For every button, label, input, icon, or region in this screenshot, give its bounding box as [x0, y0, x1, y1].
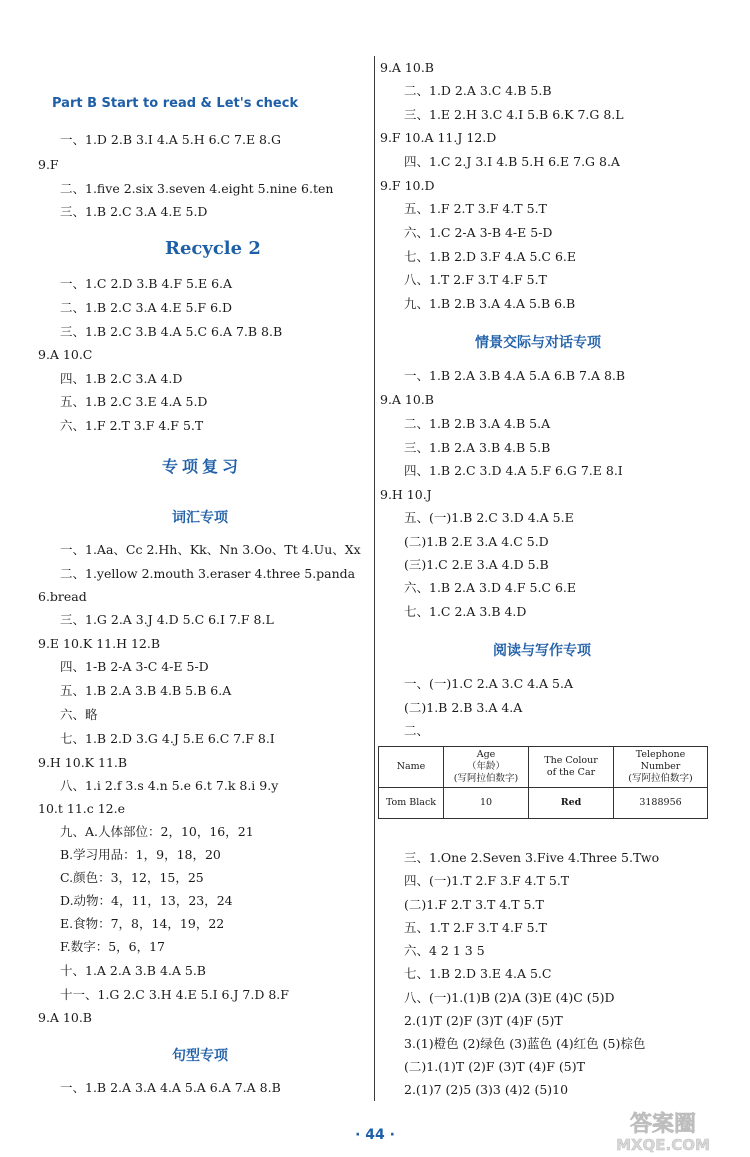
table-header-row — [379, 747, 708, 788]
answer-line: (二)1.(1)T (2)F (3)T (4)F (5)T — [404, 1059, 585, 1074]
answer-line: 一、1.Aa、Cc 2.Hh、Kk、Nn 3.Oo、Tt 4.Uu、Xx — [60, 542, 361, 557]
answer-line: 9.A 10.B — [38, 1010, 92, 1025]
header-text: (写阿拉伯数字) — [628, 773, 693, 784]
answer-line: 二、1.yellow 2.mouth 3.eraser 4.three 5.panda — [60, 566, 356, 581]
answer-line: 四、1.C 2.J 3.I 4.B 5.H 6.E 7.G 8.A — [404, 154, 620, 169]
header-text: Age — [476, 749, 496, 760]
answer-line: 六、略 — [60, 707, 98, 722]
page-number: · 44 · — [355, 1127, 395, 1143]
answer-line: 四、(一)1.T 2.F 3.F 4.T 5.T — [404, 873, 570, 888]
answer-line: 二、 — [404, 723, 430, 738]
answer-line: 9.F 10.D — [380, 178, 435, 193]
answer-line: 9.H 10.K 11.B — [38, 755, 128, 770]
answer-line: 五、(一)1.B 2.C 3.D 4.A 5.E — [404, 510, 574, 525]
answer-line: 三、1.G 2.A 3.J 4.D 5.C 6.I 7.F 8.L — [60, 612, 274, 627]
answer-line: (二)1.B 2.E 3.A 4.C 5.D — [404, 534, 549, 549]
answer-line: 三、1.E 2.H 3.C 4.I 5.B 6.K 7.G 8.L — [404, 107, 624, 122]
answer-line: E.食物：7，8，14，19，22 — [60, 916, 225, 931]
answer-line: 10.t 11.c 12.e — [38, 801, 126, 816]
answer-line: 五、1.F 2.T 3.F 4.T 5.T — [404, 201, 547, 216]
info-table — [378, 746, 708, 819]
answer-line: 9.H 10.J — [380, 487, 432, 502]
answer-line: 二、1.B 2.C 3.A 4.E 5.F 6.D — [60, 300, 233, 315]
header-text: （年龄） — [466, 761, 505, 772]
answer-line: 五、1.B 2.A 3.B 4.B 5.B 6.A — [60, 683, 232, 698]
watermark-text-bottom: MXQE.COM — [616, 1136, 710, 1153]
answer-line: 九、1.B 2.B 3.A 4.A 5.B 6.B — [404, 296, 576, 311]
answer-line: 三、1.One 2.Seven 3.Five 4.Three 5.Two — [404, 850, 660, 865]
answer-line: D.动物：4，11，13，23，24 — [60, 893, 233, 908]
answer-line: 一、1.B 2.A 3.B 4.A 5.A 6.B 7.A 8.B — [404, 368, 626, 383]
header-text: Telephone Number — [635, 749, 686, 772]
answer-line: 六、1.F 2.T 3.F 4.F 5.T — [60, 418, 204, 433]
answer-line: 七、1.C 2.A 3.B 4.D — [404, 604, 527, 619]
answer-line: 四、1.B 2.C 3.D 4.A 5.F 6.G 7.E 8.I — [404, 463, 623, 478]
answer-line: F.数字：5，6，17 — [60, 939, 166, 954]
watermark-logo — [588, 1107, 738, 1153]
answer-line: 三、1.B 2.C 3.A 4.E 5.D — [60, 204, 208, 219]
table-cell: Red — [529, 788, 614, 819]
answer-line: (二)1.F 2.T 3.T 4.T 5.T — [404, 897, 544, 912]
heading-sentence: 句型专项 — [172, 1048, 228, 1064]
answer-line: 八、1.T 2.F 3.T 4.F 5.T — [404, 272, 547, 287]
answer-line: 一、1.C 2.D 3.B 4.F 5.E 6.A — [60, 276, 233, 291]
answer-line: 六、1.C 2-A 3-B 4-E 5-D — [404, 225, 553, 240]
answer-line: 9.A 10.B — [380, 392, 434, 407]
table-header-cell — [529, 747, 614, 788]
table-cell: 3188956 — [614, 788, 708, 819]
answer-line: 9.A 10.B — [380, 60, 434, 75]
heading-vocab: 词汇专项 — [172, 510, 228, 526]
table-cell: Tom Black — [379, 788, 444, 819]
answer-line: 一、1.B 2.A 3.A 4.A 5.A 6.A 7.A 8.B — [60, 1080, 281, 1095]
answer-line: 十、1.A 2.A 3.B 4.A 5.B — [60, 963, 206, 978]
answer-line: 八、1.i 2.f 3.s 4.n 5.e 6.t 7.k 8.i 9.y — [60, 778, 279, 793]
answer-line: 三、1.B 2.A 3.B 4.B 5.B — [404, 440, 551, 455]
header-text: (写阿拉伯数字) — [453, 773, 519, 784]
answer-line: 3.(1)橙色 (2)绿色 (3)蓝色 (4)红色 (5)棕色 — [404, 1036, 646, 1051]
answer-line: 八、(一)1.(1)B (2)A (3)E (4)C (5)D — [404, 990, 615, 1005]
table-header-cell — [614, 747, 708, 788]
answer-line: 9.F 10.A 11.J 12.D — [380, 130, 497, 145]
watermark-text-top: 答案圈 — [629, 1112, 697, 1137]
answer-line: 一、1.D 2.B 3.I 4.A 5.H 6.C 7.E 8.G — [60, 132, 281, 147]
answer-line: 七、1.B 2.D 3.G 4.J 5.E 6.C 7.F 8.I — [60, 731, 275, 746]
heading-recycle-2: Recycle 2 — [165, 238, 261, 259]
heading-part-b: Part B Start to read & Let's check — [52, 96, 299, 111]
answer-line: 十一、1.G 2.C 3.H 4.E 5.I 6.J 7.D 8.F — [60, 987, 289, 1002]
answer-line: 六、1.B 2.A 3.D 4.F 5.C 6.E — [404, 580, 577, 595]
answer-line: 2.(1)7 (2)5 (3)3 (4)2 (5)10 — [404, 1082, 569, 1097]
header-text: The Colour — [544, 755, 598, 766]
answer-line: 9.F — [38, 157, 59, 172]
table-header-cell: Name — [379, 747, 444, 788]
answer-line: 二、1.D 2.A 3.C 4.B 5.B — [404, 83, 552, 98]
answer-line: 五、1.B 2.C 3.E 4.A 5.D — [60, 394, 208, 409]
answer-line: B.学习用品：1，9，18，20 — [60, 847, 221, 862]
answer-line: 一、(一)1.C 2.A 3.C 4.A 5.A — [404, 676, 573, 691]
answer-line: (三)1.C 2.E 3.A 4.D 5.B — [404, 557, 549, 572]
answer-line: 9.E 10.K 11.H 12.B — [38, 636, 161, 651]
heading-reading: 阅读与写作专项 — [493, 643, 591, 659]
answer-line: 2.(1)T (2)F (3)T (4)F (5)T — [404, 1013, 563, 1028]
answer-line: 六、4 2 1 3 5 — [404, 943, 485, 958]
answer-line: 七、1.B 2.D 3.F 4.A 5.C 6.E — [404, 249, 577, 264]
answer-line: 四、1-B 2-A 3-C 4-E 5-D — [60, 659, 209, 674]
answer-line: 二、1.B 2.B 3.A 4.B 5.A — [404, 416, 551, 431]
table-cell: 10 — [444, 788, 529, 819]
answer-line: 三、1.B 2.C 3.B 4.A 5.C 6.A 7.B 8.B — [60, 324, 283, 339]
table-row — [379, 788, 708, 819]
answer-line: 6.bread — [38, 589, 87, 604]
answer-line: 二、1.five 2.six 3.seven 4.eight 5.nine 6.ten — [60, 181, 334, 196]
column-divider — [374, 56, 375, 1101]
heading-review: 专项复习 — [162, 457, 243, 476]
header-text: of the Car — [546, 767, 596, 778]
heading-dialog: 情景交际与对话专项 — [475, 335, 601, 351]
answer-line: 七、1.B 2.D 3.E 4.A 5.C — [404, 966, 552, 981]
answer-line: 五、1.T 2.F 3.T 4.F 5.T — [404, 920, 547, 935]
table-header-cell — [444, 747, 529, 788]
answer-line: 9.A 10.C — [38, 347, 93, 362]
answer-line: 四、1.B 2.C 3.A 4.D — [60, 371, 183, 386]
answer-line: 九、A.人体部位：2，10，16，21 — [60, 824, 254, 839]
answer-line: (二)1.B 2.B 3.A 4.A — [404, 700, 523, 715]
answer-line: C.颜色：3，12，15，25 — [60, 870, 204, 885]
